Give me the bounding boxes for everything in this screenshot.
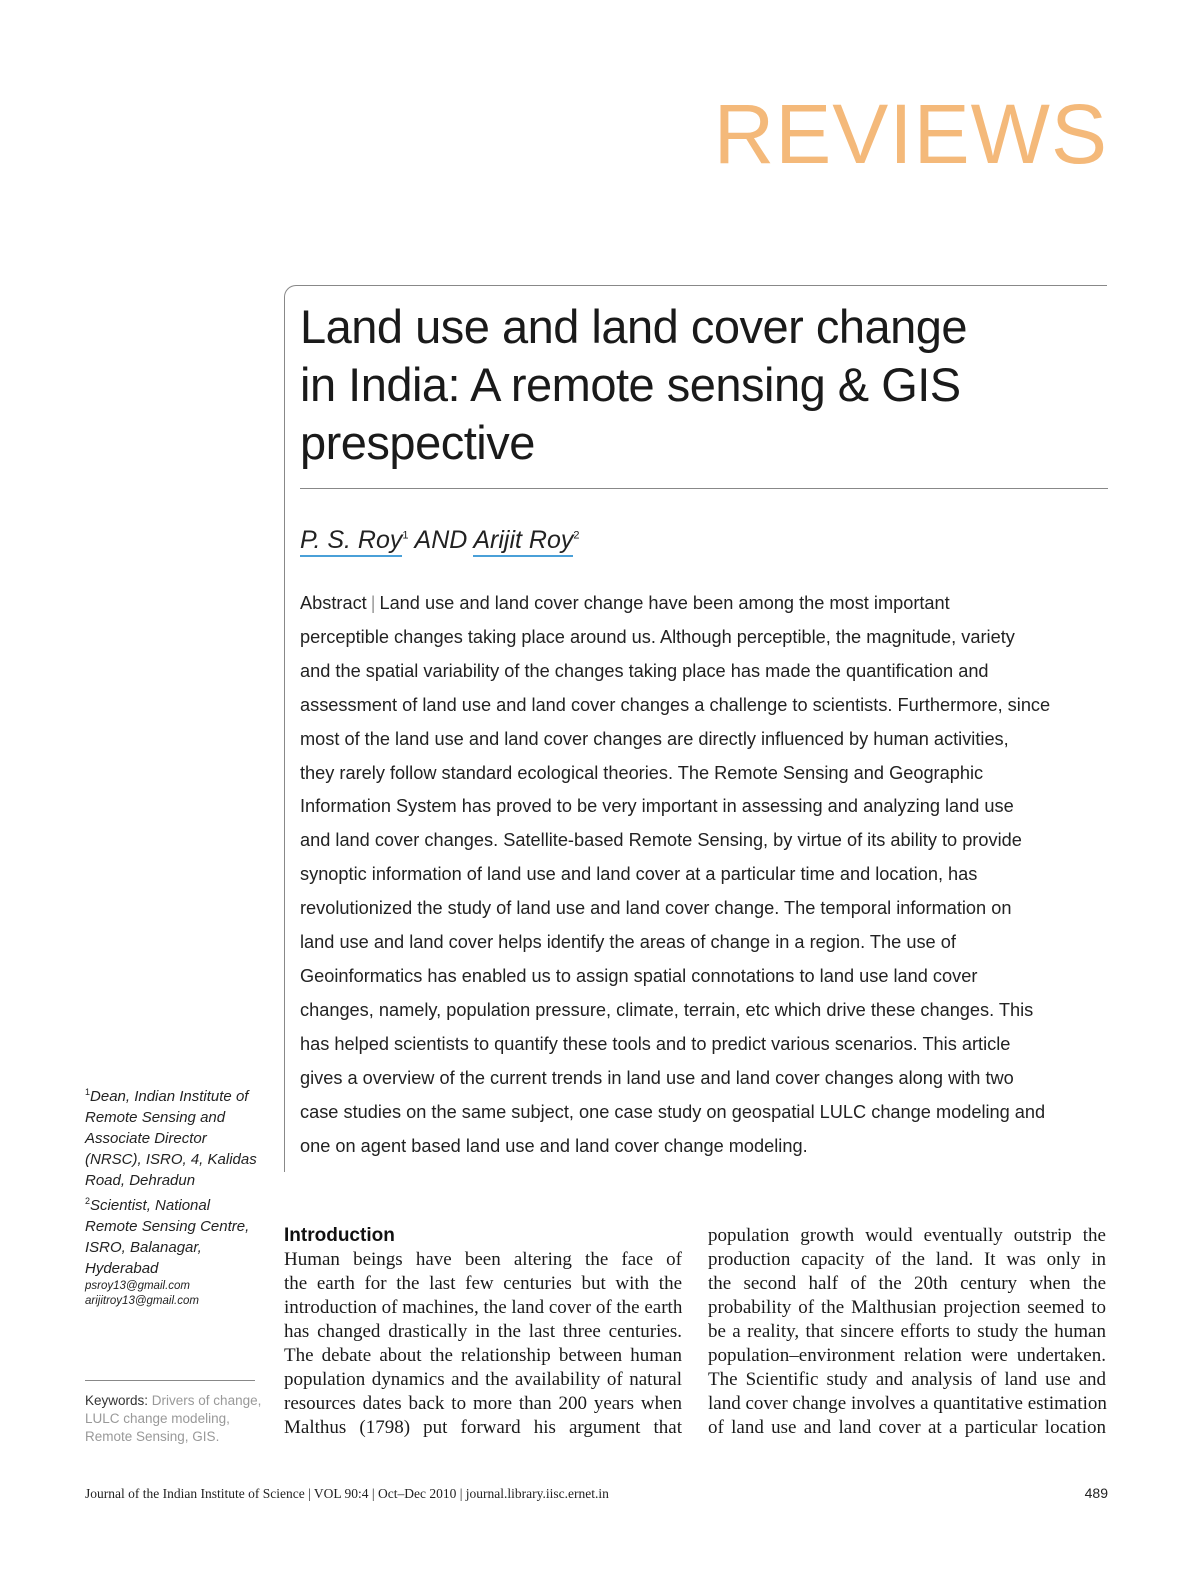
abstract-line: land use and land cover helps identify the areas of change in a region. The use of: [300, 932, 956, 953]
abstract-text: Land use and land cover change have been among the most important: [379, 593, 950, 613]
affiliation-line: ISRO, Balanagar,: [85, 1239, 202, 1256]
author-link-2[interactable]: Arijit Roy: [473, 526, 573, 557]
affiliation-text: Dean, Indian Institute of: [90, 1088, 249, 1105]
body-line: the earth for the last few centuries but with the: [284, 1273, 682, 1294]
introduction-heading: Introduction: [284, 1225, 395, 1246]
abstract-line: [300, 587, 1110, 621]
email-link-2[interactable]: arijitroy13@gmail.com: [85, 1295, 199, 1307]
abstract-line: one on agent based land use and land cover change modeling.: [300, 1135, 808, 1156]
abstract-separator: |: [370, 593, 376, 613]
abstract-line: and land cover changes. Satellite-based Remote Sensing, by virtue of its ability to provide: [300, 830, 1022, 851]
abstract-line: and the spatial variability of the changes taking place has made the quantification and: [300, 660, 989, 681]
keywords-divider: [85, 1380, 255, 1381]
article-title: [300, 298, 1060, 472]
affiliation-line: Hyderabad: [85, 1260, 159, 1277]
affiliation-line: (NRSC), ISRO, 4, Kalidas: [85, 1151, 257, 1168]
body-line: production capacity of the land. It was only in: [708, 1249, 1106, 1270]
affiliation-sup-1: 1: [85, 1087, 91, 1097]
author-affiliations: [85, 1082, 265, 1309]
body-line: population dynamics and the availability of natural: [284, 1369, 682, 1390]
journal-footer: Journal of the Indian Institute of Science | VOL 90:4 | Oct–Dec 2010 | journal.library.iisc.ernet.in: [85, 1486, 609, 1501]
body-line: The debate about the relationship between human: [284, 1345, 682, 1366]
body-column-left: [284, 1224, 682, 1440]
body-line: resources dates back to more than 200 years when: [284, 1393, 682, 1414]
body-line: has changed drastically in the last three centuries.: [284, 1321, 682, 1342]
body-line: of land use and land cover at a particular location: [708, 1417, 1106, 1438]
affiliation-sup-2: 2: [85, 1196, 91, 1206]
body-line: The Scientific study and analysis of land use and: [708, 1369, 1106, 1390]
affiliation-line: Associate Director: [85, 1130, 207, 1147]
body-column-right: [708, 1224, 1106, 1440]
section-label: REVIEWS: [713, 87, 1108, 181]
affiliation-line: Road, Dehradun: [85, 1172, 196, 1189]
keywords-line: LULC change modeling,: [85, 1411, 230, 1426]
body-line: Human beings have been altering the face of: [284, 1249, 682, 1270]
keywords-line: Remote Sensing, GIS.: [85, 1429, 220, 1444]
keywords: [85, 1392, 265, 1446]
abstract-line: case studies on the same subject, one case study on geospatial LULC change modeling and: [300, 1101, 1046, 1122]
author-sup-2: 2: [573, 529, 580, 542]
keywords-line: [85, 1392, 265, 1410]
keywords-text: Drivers of change,: [151, 1393, 262, 1408]
title-line: Land use and land cover change: [300, 300, 968, 353]
keywords-label: Keywords:: [85, 1393, 149, 1408]
email-link-1[interactable]: psroy13@gmail.com: [85, 1280, 190, 1292]
title-line: in India: A remote sensing & GIS: [300, 358, 961, 411]
abstract-line: perceptible changes taking place around us. Although perceptible, the magnitude, variety: [300, 626, 1015, 647]
body-line: probability of the Malthusian projection seemed to: [708, 1297, 1106, 1318]
abstract-line: synoptic information of land use and land cover at a particular time and location, has: [300, 864, 978, 885]
affiliation-line: [85, 1191, 265, 1216]
affiliation-line: [85, 1082, 265, 1107]
body-line: the second half of the 20th century when the: [708, 1273, 1106, 1294]
author-list: [300, 526, 580, 555]
abstract-line: they rarely follow standard ecological theories. The Remote Sensing and Geographic: [300, 762, 984, 783]
body-line: population growth would eventually outstrip the: [708, 1225, 1106, 1246]
body-line: population–environment relation were undertaken.: [708, 1345, 1106, 1366]
title-divider: [300, 488, 1108, 489]
abstract-label: Abstract: [300, 593, 367, 613]
body-line: introduction of machines, the land cover of the earth: [284, 1297, 683, 1318]
abstract-line: Geoinformatics has enabled us to assign spatial connotations to land use land cover: [300, 965, 978, 986]
abstract: [300, 587, 1110, 1163]
abstract-line: changes, namely, population pressure, climate, terrain, etc which drive these changes. This: [300, 999, 1034, 1020]
affiliation-text: Scientist, National: [90, 1197, 211, 1214]
page-number: 489: [1084, 1485, 1108, 1501]
abstract-line: Information System has proved to be very important in assessing and analyzing land use: [300, 796, 1014, 817]
affiliation-line: Remote Sensing Centre,: [85, 1218, 250, 1235]
abstract-line: has helped scientists to quantify these tools and to predict various scenarios. This article: [300, 1033, 1011, 1054]
body-line: land cover change involves a quantitative estimation: [708, 1393, 1107, 1414]
abstract-line: assessment of land use and land cover changes a challenge to scientists. Furthermore, since: [300, 694, 1051, 715]
abstract-line: revolutionized the study of land use and land cover change. The temporal information on: [300, 898, 1012, 919]
abstract-line: gives a overview of the current trends in land use and land cover changes along with two: [300, 1067, 1014, 1088]
body-line: be a reality, that sincere efforts to study the human: [708, 1321, 1106, 1342]
author-conjunction: AND: [414, 526, 468, 554]
abstract-line: most of the land use and land cover changes are directly influenced by human activities,: [300, 728, 1009, 749]
author-link-1[interactable]: P. S. Roy: [300, 526, 402, 557]
title-line: prespective: [300, 416, 535, 469]
affiliation-line: Remote Sensing and: [85, 1109, 226, 1126]
author-sup-1: 1: [402, 529, 409, 542]
body-line: Malthus (1798) put forward his argument that: [284, 1417, 682, 1438]
